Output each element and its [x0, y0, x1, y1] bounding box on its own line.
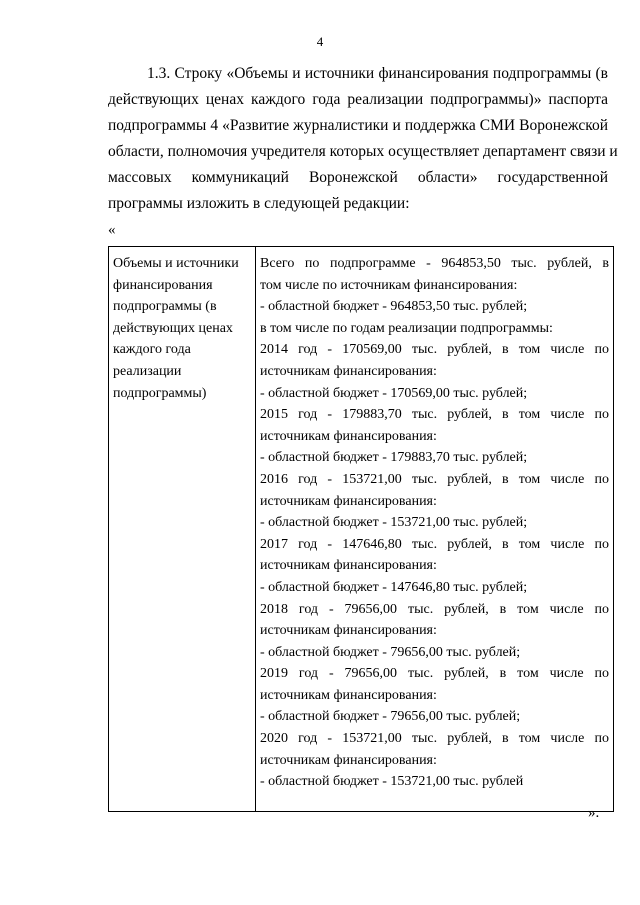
content-line: 2016 год - 153721,00 тыс. рублей, в том числе по: [260, 471, 609, 487]
funding-content-cell: [256, 247, 614, 812]
funding-table: [108, 246, 614, 812]
content-line: 2020 год - 153721,00 тыс. рублей, в том числе по: [260, 731, 609, 747]
paragraph-line: подпрограммы 4 «Развитие журналистики и поддержка СМИ Воронежской: [108, 117, 608, 134]
paragraph-line: области, полномочия учредителя которых осуществляет департамент связи и: [108, 143, 618, 160]
paragraph-line: программы изложить в следующей редакции:: [108, 195, 410, 212]
content-line: - областной бюджет - 179883,70 тыс. рублей;: [260, 450, 528, 466]
opening-quote-mark: «: [108, 222, 116, 238]
content-line: - областной бюджет - 147646,80 тыс. рублей;: [260, 579, 528, 595]
content-line: - областной бюджет - 964853,50 тыс. рублей;: [260, 299, 528, 315]
funding-label-cell: [109, 247, 256, 812]
content-line: - областной бюджет - 153721,00 тыс. рублей;: [260, 515, 528, 531]
content-line: источникам финансирования:: [260, 558, 437, 574]
table-row: [109, 247, 614, 812]
label-line: подпрограммы (в: [113, 299, 217, 315]
content-line: 2015 год - 179883,70 тыс. рублей, в том числе по: [260, 407, 609, 423]
content-line: в том числе по годам реализации подпрограммы:: [260, 320, 553, 336]
content-line: - областной бюджет - 79656,00 тыс. рублей;: [260, 644, 521, 660]
closing-quote-mark: ».: [588, 805, 600, 821]
page-number: 4: [316, 34, 324, 49]
content-line: источникам финансирования:: [260, 752, 437, 768]
label-line: Объемы и источники: [113, 256, 239, 271]
content-line: источникам финансирования:: [260, 493, 437, 509]
label-line: финансирования: [113, 277, 213, 293]
paragraph-line: 1.3. Строку «Объемы и источники финансирования подпрограммы (в: [147, 65, 608, 82]
label-line: реализации: [113, 363, 182, 379]
content-line: - областной бюджет - 153721,00 тыс. рублей: [260, 774, 524, 790]
content-line: том числе по источникам финансирования:: [260, 277, 518, 293]
label-line: каждого года: [113, 342, 191, 358]
content-line: - областной бюджет - 170569,00 тыс. рублей;: [260, 385, 528, 401]
paragraph-line: массовых коммуникаций Воронежской области» государственной: [108, 169, 608, 186]
content-line: источникам финансирования:: [260, 623, 437, 639]
content-line: источникам финансирования:: [260, 687, 437, 703]
content-line: 2019 год - 79656,00 тыс. рублей, в том числе по: [260, 666, 609, 682]
label-line: действующих ценах: [113, 320, 233, 336]
content-line: 2018 год - 79656,00 тыс. рублей, в том числе по: [260, 601, 609, 617]
content-line: - областной бюджет - 79656,00 тыс. рублей;: [260, 709, 521, 725]
label-line: подпрограммы): [113, 385, 207, 401]
paragraph-line: действующих ценах каждого года реализации подпрограммы)» паспорта: [108, 91, 608, 108]
content-line: источникам финансирования:: [260, 363, 437, 379]
content-line: источникам финансирования:: [260, 428, 437, 444]
content-line: Всего по подпрограмме - 964853,50 тыс. рублей, в: [260, 256, 609, 271]
amendment-paragraph: [108, 64, 618, 220]
content-line: 2017 год - 147646,80 тыс. рублей, в том числе по: [260, 536, 609, 552]
content-line: 2014 год - 170569,00 тыс. рублей, в том числе по: [260, 342, 609, 358]
